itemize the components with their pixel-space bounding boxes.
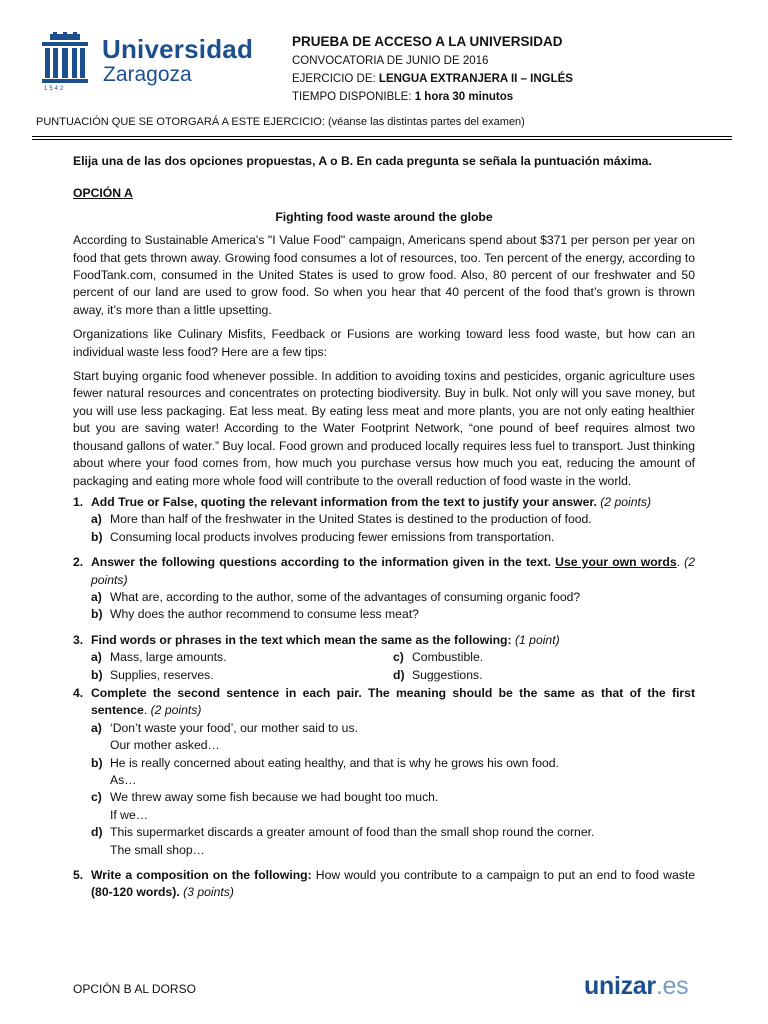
item-label: b) bbox=[91, 529, 103, 544]
list-item bbox=[91, 667, 393, 684]
item-text: Suggestions. bbox=[412, 667, 483, 682]
logo-universidad: Universidad bbox=[102, 34, 254, 64]
list-row bbox=[91, 667, 695, 684]
item-continuation: As… bbox=[110, 773, 137, 787]
list-item bbox=[91, 529, 695, 546]
tiempo-line bbox=[292, 88, 732, 106]
building-emblem-icon bbox=[40, 32, 90, 92]
header-divider bbox=[32, 136, 732, 137]
instructions: Elija una de las dos opciones propuestas, A o B. En cada pregunta se señala la puntuación máxima. bbox=[73, 154, 652, 168]
paragraph-1: According to Sustainable America's "I Value Food" campaign, Americans spend about $371 per person per year on food that gets thrown away. Growing food consumes a lot of resources, too. Ten percent of the energy, according to FoodTank.com, consumed in the United States is used to grow food. Also, 80 percent of our freshwater and 50 percent of our land are used to grow food. So when you hear that 40 percent of the food that’s grown is thrown away, it’s more than a little upsetting. bbox=[73, 233, 695, 317]
item-text: ‘Don’t waste your food’, our mother said to us. bbox=[110, 720, 358, 735]
exam-title: PRUEBA DE ACCESO A LA UNIVERSIDAD bbox=[292, 34, 563, 49]
header-divider-double bbox=[32, 139, 732, 140]
item-label: b) bbox=[91, 607, 103, 622]
question-number: 5. bbox=[73, 868, 84, 883]
item-label: d) bbox=[393, 667, 405, 682]
item-continuation: Our mother asked… bbox=[110, 738, 220, 753]
ejercicio-value: LENGUA EXTRANJERA II – INGLÉS bbox=[378, 73, 573, 85]
logo-suffix: .es bbox=[655, 972, 689, 1000]
question-1 bbox=[73, 494, 695, 511]
footer-note: OPCIÓN B AL DORSO bbox=[73, 982, 196, 996]
question-points: (3 points) bbox=[183, 885, 234, 900]
item-label: a) bbox=[91, 589, 102, 604]
logo-main: unizar bbox=[584, 972, 656, 1000]
paragraph-3: Start buying organic food whenever possible. In addition to avoiding toxins and pesticides, organic agriculture uses fewer natural resources and concentrates on protecting biodiversity. Buy in bulk. Not only will you save money, but you will use less packaging. Eat less meat. By eating less meat and more plants, you are not only eating healthier but you are saving water! According to the Water Footprint Network, “one pound of beef requires almost two thousand gallons of water.” Buy local. Food grown and produced locally requires less fuel to transport. Just thinking about where your food comes from, how much you purchase versus how much you eat, reducing the amount of packaging and eating more whole food will contribute to the overall reduction of food waste in the world. bbox=[73, 369, 695, 488]
question-text: Find words or phrases in the text which mean the same as the following: bbox=[91, 632, 512, 647]
punctuation: . bbox=[143, 703, 148, 718]
question-points: (2 points) bbox=[150, 703, 202, 718]
convocatoria: CONVOCATORIA DE JUNIO DE 2016 bbox=[292, 55, 489, 67]
question-3 bbox=[73, 632, 695, 649]
item-text: More than half of the freshwater in the United States is destined to the production of food. bbox=[110, 512, 592, 527]
item-label: b) bbox=[91, 667, 103, 682]
option-heading: OPCIÓN A bbox=[73, 186, 133, 201]
logo-zaragoza: Zaragoza bbox=[103, 63, 192, 86]
item-label: c) bbox=[91, 790, 102, 805]
list-item bbox=[393, 649, 695, 666]
list-item bbox=[91, 824, 695, 859]
item-text: This supermarket discards a greater amount of food than the small shop round the corner. bbox=[110, 825, 595, 840]
ejercicio-label: EJERCICIO DE: bbox=[292, 73, 376, 85]
word-count: (80-120 words). bbox=[91, 885, 180, 900]
item-text: We threw away some fish because we had bought too much. bbox=[110, 790, 439, 805]
question-text: Add True or False, quoting the relevant information from the text to justify your answer. bbox=[91, 494, 597, 509]
question-text: Write a composition on the following: bbox=[91, 868, 312, 883]
question-number: 3. bbox=[73, 632, 84, 647]
list-row bbox=[91, 649, 695, 666]
item-label: a) bbox=[91, 650, 102, 665]
question-2 bbox=[73, 554, 695, 589]
logo-year: 1542 bbox=[44, 86, 66, 92]
tiempo-value: 1 hora 30 minutos bbox=[414, 91, 514, 103]
exam-body bbox=[73, 153, 695, 902]
item-continuation: The small shop… bbox=[110, 842, 205, 857]
paragraph-2: Organizations like Culinary Misfits, Feedback or Fusions are working toward less food waste, but how can an individual waste less food? Here are a few tips: bbox=[73, 327, 695, 359]
question-points: (2 points) bbox=[600, 494, 652, 509]
list-item bbox=[393, 667, 695, 684]
item-label: d) bbox=[91, 825, 103, 840]
list-item bbox=[91, 511, 695, 528]
item-text: Combustible. bbox=[412, 650, 484, 665]
list-item bbox=[91, 720, 695, 755]
puntuacion-note: PUNTUACIÓN QUE SE OTORGARÁ A ESTE EJERCICIO: (véanse las distintas partes del examen) bbox=[36, 116, 525, 128]
list-item bbox=[91, 649, 393, 666]
item-label: a) bbox=[91, 720, 102, 735]
question-points: (1 point) bbox=[514, 632, 560, 647]
list-item bbox=[91, 606, 695, 623]
question-emphasis: Use your own words bbox=[555, 555, 677, 570]
list-item bbox=[91, 755, 695, 790]
ejercicio-line bbox=[292, 70, 732, 88]
list-item bbox=[91, 589, 695, 606]
text-title: Fighting food waste around the globe bbox=[275, 209, 493, 224]
item-text: Mass, large amounts. bbox=[110, 650, 227, 665]
question-number: 2. bbox=[73, 555, 84, 570]
exam-header bbox=[292, 33, 732, 106]
question-number: 4. bbox=[73, 685, 84, 700]
university-logo bbox=[40, 30, 270, 100]
question-5 bbox=[73, 867, 695, 902]
item-text: Why does the author recommend to consume less meat? bbox=[110, 607, 419, 622]
item-label: c) bbox=[393, 650, 404, 665]
question-text: Answer the following questions according to the information given in the text. bbox=[91, 555, 551, 570]
tiempo-label: TIEMPO DISPONIBLE: bbox=[292, 91, 412, 103]
question-4 bbox=[73, 685, 695, 720]
unizar-logo bbox=[584, 972, 688, 1001]
item-label: a) bbox=[91, 512, 102, 527]
punctuation: . bbox=[676, 555, 681, 570]
item-text: Consuming local products involves producing fewer emissions from transportation. bbox=[110, 529, 555, 544]
item-text: He is really concerned about eating healthy, and that is why he grows his own food. bbox=[110, 755, 559, 770]
question-points: (2 points) bbox=[91, 555, 696, 587]
question-number: 1. bbox=[73, 494, 84, 509]
question-prompt: How would you contribute to a campaign to put an end to food waste bbox=[315, 868, 696, 883]
question-text: Complete the second sentence in each pair. The meaning should be the same as that of the first sentence bbox=[91, 685, 695, 718]
item-text: Supplies, reserves. bbox=[110, 667, 214, 682]
item-continuation: If we… bbox=[110, 807, 148, 822]
item-text: What are, according to the author, some of the advantages of consuming organic food? bbox=[110, 589, 581, 604]
item-label: b) bbox=[91, 755, 103, 770]
list-item bbox=[91, 789, 695, 824]
